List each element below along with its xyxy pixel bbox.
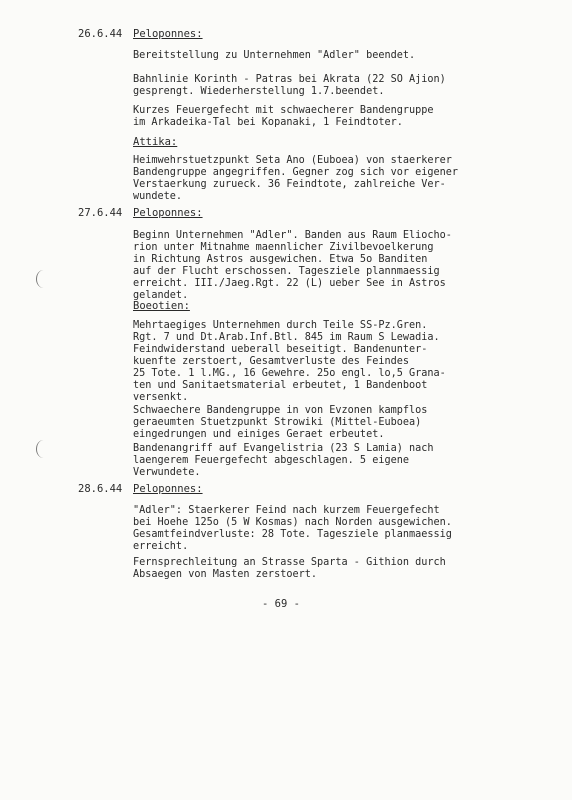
report-paragraph: Kurzes Feuergefecht mit schwaecherer Bandengruppe im Arkadeika-Tal bei Kopanaki, 1 Feindtoter. xyxy=(133,105,434,128)
report-paragraph: Heimwehrstuetzpunkt Seta Ano (Euboea) von staerkerer Bandengruppe angegriffen. Gegner zog sich vor eigener Verstaerkung zurueck. 36 Feindtote, zahlreiche Ver- wundete. xyxy=(133,155,459,202)
report-paragraph: Mehrtaegiges Unternehmen durch Teile SS-Pz.Gren. Rgt. 7 und Dt.Arab.Inf.Btl. 845 im Raum S Lewadia. Feindwiderstand ueberall beseitigt. Bandenunter- kuenfte zerstoert, Gesamtverluste des Feindes 25 Tote. 1 l.MG., 16 Gewehre. 25o engl. lo,5 Grana- ten und Sanitaetsmaterial erbeutet, 1 Bandenboot versenkt. xyxy=(133,320,446,403)
region-heading: Peloponnes: xyxy=(133,207,203,219)
region-heading: Peloponnes: xyxy=(133,28,203,40)
region-heading: Peloponnes: xyxy=(133,483,203,495)
report-paragraph: Bandenangriff auf Evangelistria (23 S Lamia) nach laengerem Feuergefecht abgeschlagen. 5 eigene Verwundete. xyxy=(133,443,434,478)
report-paragraph: "Adler": Staerkerer Feind nach kurzem Feuergefecht bei Hoehe 125o (5 W Kosmas) nach Norden ausgewichen. Gesamtfeindverluste: 28 Tote. Tagesziele planmaessig erreicht. xyxy=(133,505,452,552)
entry-date: 28.6.44 xyxy=(78,483,123,495)
report-paragraph: Beginn Unternehmen "Adler". Banden aus Raum Eliocho- rion unter Mitnahme maennlicher Zivilbevoelkerung in Richtung Astros ausgewichen. Etwa 5o Banditen auf der Flucht erschossen. Tagesziele plannmaessig erreicht. III./Jaeg.Rgt. 22 (L) ueber See in Astros gelandet. xyxy=(133,230,452,301)
region-heading: Attika: xyxy=(133,136,178,148)
report-paragraph: Bereitstellung zu Unternehmen "Adler" beendet. xyxy=(133,50,416,61)
page-number: - 69 - xyxy=(262,598,300,610)
punch-hole-mark xyxy=(36,270,51,288)
entry-date: 27.6.44 xyxy=(78,207,123,219)
report-paragraph: Schwaechere Bandengruppe in von Evzonen kampflos geraeumten Stuetzpunkt Strowiki (Mittel-Euboea) eingedrungen und einiges Geraet erbeutet. xyxy=(133,405,428,440)
region-heading: Boeotien: xyxy=(133,300,190,312)
punch-hole-mark xyxy=(36,440,51,458)
report-paragraph: Bahnlinie Korinth - Patras bei Akrata (22 SO Ajion) gesprengt. Wiederherstellung 1.7.beendet. xyxy=(133,74,446,97)
report-paragraph: Fernsprechleitung an Strasse Sparta - Githion durch Absaegen von Masten zerstoert. xyxy=(133,557,446,580)
entry-date: 26.6.44 xyxy=(78,28,123,40)
